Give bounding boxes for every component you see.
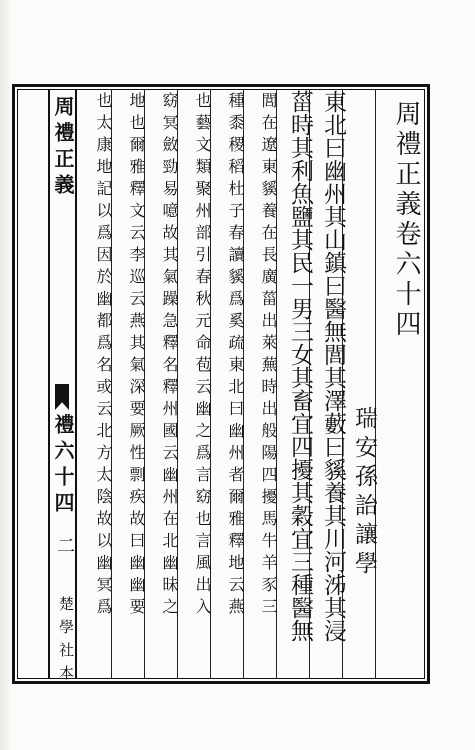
margin-volume: 禮六十四 — [51, 414, 75, 518]
text-column-7: 地也爾雅釋文云李巡云燕其氣深要厥性剽疾故曰幽幽要 — [127, 92, 146, 620]
margin-book-title: 周禮正義 — [51, 96, 75, 200]
margin-rule-left — [48, 89, 50, 679]
text-column-8: 也太康地記以爲因於幽都爲名或云北方太陰故以幽冥爲 — [94, 92, 113, 620]
margin-page-number: 二 — [54, 536, 75, 554]
text-column-1: 東北曰幽州其山鎮曰醫無閭其澤藪曰貕養其川河泲其浸 — [320, 90, 346, 642]
page-edge-shadow — [0, 0, 12, 750]
text-column-6: 窈冥斂勁易噫故其氣躁急釋名釋州國云幽州在北幽昧之 — [160, 92, 179, 620]
margin-rule-right — [75, 89, 77, 679]
column-rule — [375, 89, 376, 679]
margin-publisher: 楚學社本 — [57, 596, 75, 688]
author-line: 瑞安孫詒讓學 — [351, 406, 377, 580]
text-column-4: 種黍稷稻杜子春讀貕爲奚疏東北曰幽州者爾雅釋地云燕 — [226, 92, 245, 620]
text-column-5: 也藝文類聚州部引春秋元命苞云幽之爲言窈也言風出入 — [193, 92, 212, 620]
text-column-2: 菑時其利魚鹽其民一男三女其畜宜四擾其穀宜三種醫無 — [287, 90, 313, 642]
text-column-3: 閭在遼東貕養在長廣菑出萊蕪時出般陽四擾馬牛羊豕三 — [259, 92, 278, 620]
chapter-title: 周禮正義卷六十四 — [391, 100, 421, 340]
